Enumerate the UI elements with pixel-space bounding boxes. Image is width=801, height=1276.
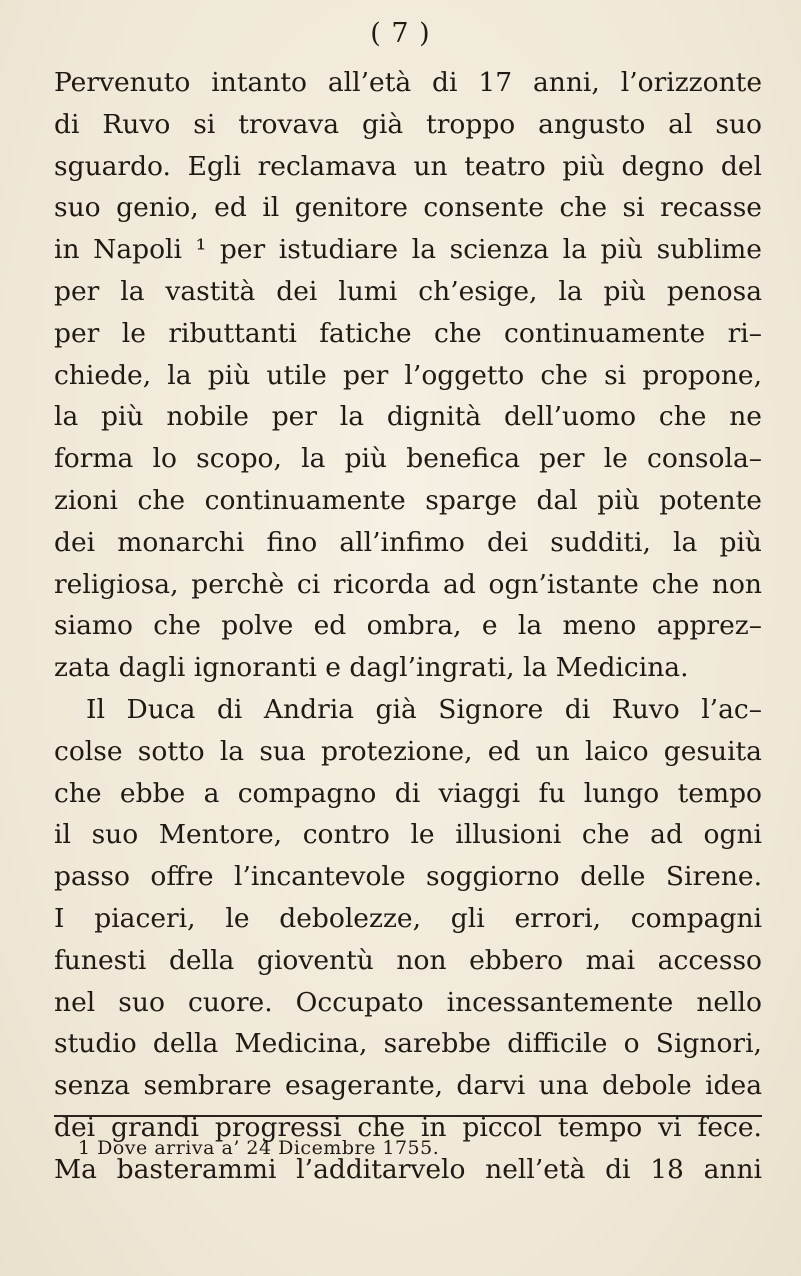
- text-line: senza sembrare esagerante, darvi una debole idea: [54, 1070, 762, 1102]
- text-line: siamo che polve ed ombra, e la meno apprez–: [54, 610, 762, 642]
- text-line: per la vastità dei lumi ch’esige, la più penosa: [54, 275, 762, 307]
- text-line: sguardo. Egli reclamava un teatro più degno del: [54, 150, 762, 182]
- text-line: religiosa, perchè ci ricorda ad ogn’istante che non: [54, 568, 762, 600]
- body-text: [54, 62, 762, 1191]
- text-line: I piaceri, le debolezze, gli errori, compagni: [54, 902, 762, 934]
- text-line: funesti della gioventù non ebbero mai accesso: [54, 944, 762, 976]
- text-line: Ma basterammi l’additarvelo nell’età di 18 anni: [54, 1153, 762, 1185]
- text-line: passo offre l’incantevole soggiorno delle Sirene.: [54, 861, 762, 893]
- text-line: la più nobile per la dignità dell’uomo che ne: [54, 401, 762, 433]
- text-line: in Napoli ¹ per istudiare la scienza la più sublime: [54, 234, 762, 266]
- text-line: suo genio, ed il genitore consente che si recasse: [54, 192, 762, 224]
- text-line: il suo Mentore, contro le illusioni che ad ogni: [54, 819, 762, 851]
- text-line: studio della Medicina, sarebbe difficile o Signori,: [54, 1028, 762, 1060]
- text-line: per le ributtanti fatiche che continuamente ri–: [54, 317, 762, 349]
- text-line: nel suo cuore. Occupato incessantemente nello: [54, 986, 762, 1018]
- text-line: Pervenuto intanto all’età di 17 anni, l’orizzonte: [54, 67, 762, 98]
- text-line: zioni che continuamente sparge dal più potente: [54, 484, 762, 516]
- text-line: forma lo scopo, la più benefica per le consola–: [54, 443, 762, 475]
- text-line: chiede, la più utile per l’oggetto che si propone,: [54, 359, 762, 391]
- text-line: che ebbe a compagno di viaggi fu lungo tempo: [54, 777, 762, 809]
- page-number: ( 7 ): [370, 18, 431, 49]
- text-line: dei grandi progressi che in piccol tempo vi fece.: [54, 1111, 762, 1143]
- text-line: colse sotto la sua protezione, ed un laico gesuita: [54, 735, 762, 767]
- text-line: Il Duca di Andria già Signore di Ruvo l’ac–: [86, 693, 762, 725]
- footnote-rule: [54, 1115, 762, 1117]
- text-line: di Ruvo si trovava già troppo angusto al suo: [54, 108, 762, 140]
- footnote: 1 Dove arriva a’ 24 Dicembre 1755.: [78, 1137, 440, 1159]
- text-line: zata dagli ignoranti e dagl’ingrati, la Medicina.: [54, 652, 689, 684]
- text-line: dei monarchi fino all’infimo dei sudditi, la più: [54, 526, 762, 558]
